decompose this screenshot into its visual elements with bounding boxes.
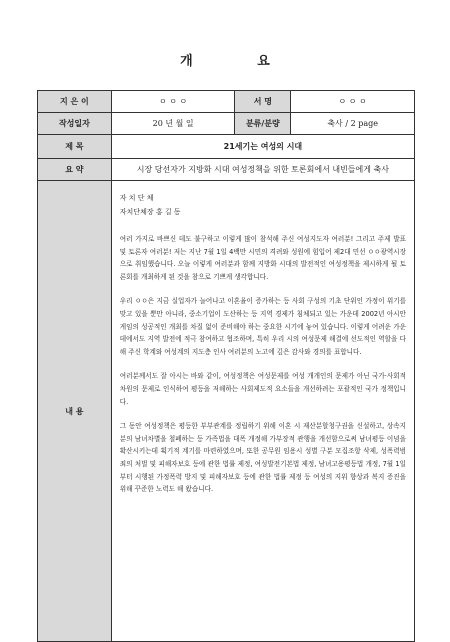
category-value: 축사 / 2 page <box>291 113 415 135</box>
date-row <box>38 113 415 135</box>
author-label: 지 은 이 <box>38 91 112 113</box>
summary-label: 요 약 <box>38 159 112 181</box>
date-value: 20 년 월 일 <box>111 113 235 135</box>
summary-row <box>38 159 415 181</box>
author-value: ㅇ ㅇ ㅇ <box>111 91 235 113</box>
greeting-line-2: 자치단체장 홍 길 동 <box>119 208 181 216</box>
content-paragraph: 우리 ㅇㅇ은 지금 실업자가 늘어나고 이혼율이 증가하는 등 사회 구성의 기초 단위인 가정이 위기를 맞고 있을 뿐만 아니라, 중소기업이 도산하는 등 지역 경제가 침체되고 있는 가운데 2002년 아시안게임의 성공적인 개최를 차질 없이 준비해야 하는 중요한 시기에 놓여 있습니다. 이렇게 어려운 가운데에서도 지역 발전에 적극 참여하고 협조하며, 특히 우리 시의 여성문제 해결에 선도적인 역할을 다해 주신 학계와 여성계의 지도층 인사 여러분의 노고에 깊은 감사와 경의를 표합니다. <box>119 297 406 356</box>
date-label: 작성일자 <box>38 113 112 135</box>
title-label: 제 목 <box>38 135 112 159</box>
content-paragraph: 여러분께서도 잘 아시는 바와 같이, 여성정책은 여성문제를 여성 개개인의 문제가 아닌 국가·사회적 차원의 문제로 인식하여 평등을 저해하는 사회제도적 요소들을 개선하려는 포괄적인 국가 정책입니다. <box>119 372 406 406</box>
summary-form-table <box>37 90 415 642</box>
content-body <box>111 181 414 642</box>
summary-value: 시장 당선자가 지방화 시대 여성정책을 위한 토론회에서 내빈들에게 축사 <box>111 159 414 181</box>
title-row <box>38 135 415 159</box>
sign-label: 서 명 <box>235 91 291 113</box>
greeting-line-1: 자 치 단 체 <box>119 194 154 202</box>
sign-value: ㅇ ㅇ ㅇ <box>291 91 415 113</box>
content-row <box>38 181 415 642</box>
page-title: 개 요 <box>180 54 300 69</box>
title-value: 21세기는 여성의 시대 <box>111 135 414 159</box>
content-paragraph: 여러 가지로 바쁘신 데도 불구하고 이렇게 많이 참석해 주신 여성지도자 여러분! 그리고 주제 발표 및 토론자 여러분! 저는 지난 7월 1일 4백만 시민의 격려와 성원에 힘입어 제2대 민선 ㅇㅇ광역시장으로 취임했습니다. 오늘 이렇게 여러분과 함께 지방화 시대의 발전적인 여성정책을 제시하게 될 토론회를 개최하게 된 것을 참으로 기쁘게 생각합니다. <box>119 235 406 281</box>
category-label: 분류/분량 <box>235 113 291 135</box>
content-paragraph: 그 동안 여성정책은 평등한 부부관계를 정립하기 위해 이혼 시 재산분할청구권을 신설하고, 상속지분의 남녀차별을 철폐하는 등 가족법을 대폭 개정해 가부장적 관행을 개선함으로써 남녀평등 이념을 확산시키는데 획기적 계기를 마련하였으며, 또한 공무원 임용시 성별 구분 모집조항 삭제, 성폭력범죄의 처벌 및 피해자보호 등에 관한 법률 제정, 여성발전기본법 제정, 남녀고용평등법 개정, 7월 1일부터 시행된 가정폭력 방지 및 피해자보호 등에 관한 법률 제정 등 여성의 지위 향상과 복지 증진을 위해 꾸준한 노력도 해 왔습니다. <box>119 422 406 494</box>
content-label: 내 용 <box>38 181 112 642</box>
author-row <box>38 91 415 113</box>
